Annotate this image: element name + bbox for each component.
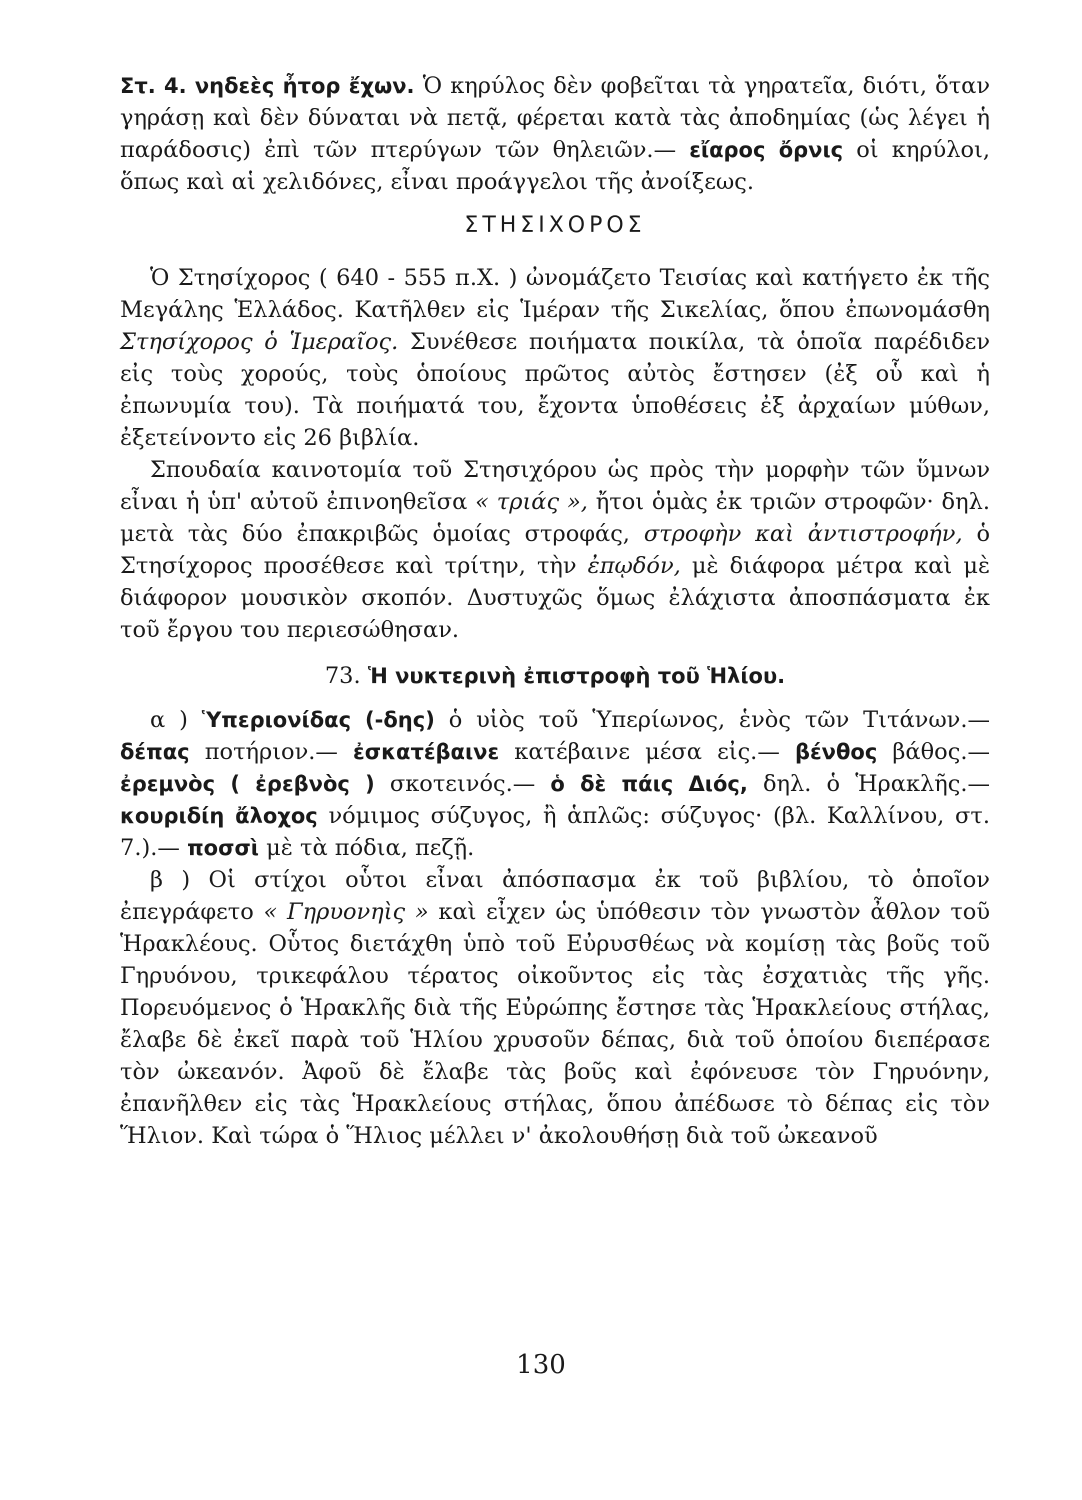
bio2-strophe: στροφὴν καὶ ἀντιστροφήν,	[643, 521, 963, 547]
def-pais-dios: δηλ. ὁ Ἡρακλῆς.—	[762, 771, 990, 797]
term-hyperionidas: Ὑπεριονίδας (-δης)	[201, 708, 435, 732]
term-eskatebaine: ἐσκατέβαινε	[353, 740, 500, 764]
term-possi: ποσσὶ	[187, 836, 259, 860]
bio2-text-b: ἤτοι ὁμὰς ἐκ τριῶν στροφῶν· δηλ. μετὰ τὰς δύο ἐπακριβῶς ὁμοίας στροφάς,	[120, 489, 990, 547]
term-pais-dios: ὁ δὲ πάις Διός,	[550, 772, 748, 796]
def-eremnos: σκοτεινός.—	[389, 771, 536, 797]
note-verse-4	[120, 70, 990, 198]
section-title: Ἡ νυκτερινὴ ἐπιστροφὴ τοῦ Ἡλίου.	[367, 664, 786, 688]
bio-paragraph-2	[120, 454, 990, 646]
part-b-text-b: καὶ εἶχεν ὡς ὑπόθεσιν τὸν γνωστὸν ἆθλον τοῦ Ἡρακλέους. Οὗτος διετάχθη ὑπὸ τοῦ Εὐρυσθέως νὰ κομίσῃ τὰς βοῦς τοῦ Γηρυόνου, τρικεφάλου τέρατος οἰκοῦντος εἰς τὰς ἐσχατιὰς τῆς γῆς. Πορευόμενος ὁ Ἡρακλῆς διὰ τῆς Εὐρώπης ἔστησε τὰς Ἡρακλείους στήλας, ἔλαβε δὲ ἐκεῖ παρὰ τοῦ Ἡλίου χρυσοῦν δέπας, διὰ τοῦ ὁποίου διεπέρασε τὸν ὠκεανόν. Ἀφοῦ δὲ ἔλαβε τὰς βοῦς καὶ ἐφόνευσε τὸν Γηρυόνην, ἐπανῆλθεν εἰς τὰς Ἡρακλείους στήλας, ὅπου ἀπέδωσε τὸ δέπας εἰς τὸν Ἥλιον. Καὶ τώρα ὁ Ἥλιος μέλλει ν' ἀκολουθήσῃ διὰ τοῦ ὠκεανοῦ	[120, 899, 991, 1149]
bio-text: Ὁ Στησίχορος ( 640 - 555 π.Χ. ) ὠνομάζετο Τεισίας καὶ κατήγετο ἐκ τῆς Μεγάλης Ἑλλάδος. Κατῆλθεν εἰς Ἱμέραν τῆς Σικελίας, ὅπου ἐπωνομάσθη	[120, 265, 990, 323]
part-a	[120, 704, 990, 864]
def-depas: ποτήριον.—	[204, 739, 338, 765]
bio-paragraph-1	[120, 262, 990, 454]
def-kouridie-alochos: νόμιμος σύζυγος, ἢ ἁπλῶς: σύζυγος· (βλ. Καλλίνου, στ. 7.).—	[120, 803, 991, 861]
note-text: Ὁ κηρύλος δὲν φοβεῖται τὰ γηρατεῖα, διότι, ὅταν γηράσῃ καὶ δὲν δύναται νὰ πετᾷ, φέρεται κατὰ τὰς ἀποδημίας (ὡς λέγει ἡ παράδοσις) ἐπὶ τῶν πτερύγων τῶν θηλειῶν.—	[120, 73, 991, 163]
note-text-2: οἱ κηρύλοι, ὅπως καὶ αἱ χελιδόνες, εἶναι προάγγελοι τῆς ἀνοίξεως.	[120, 137, 990, 195]
bio2-trias: « τριάς »,	[475, 489, 588, 515]
section-number: 73.	[324, 663, 361, 689]
def-eskatebaine: κατέβαινε μέσα εἰς.—	[514, 739, 780, 765]
part-b-text-a: Οἱ στίχοι οὗτοι εἶναι ἀπόσπασμα ἐκ τοῦ βιβλίου, τὸ ὁποῖον ἐπεγράφετο	[120, 867, 990, 925]
term-benthos: βένθος	[794, 740, 878, 764]
section-73-title	[120, 660, 990, 692]
bio-epithet: Στησίχορος ὁ Ἱμεραῖος.	[120, 329, 399, 355]
bio-text-rest: Συνέθεσε ποιήματα ποικίλα, τὰ ὁποῖα παρέδιδεν εἰς τοὺς χορούς, τοὺς ὁποίους πρῶτος αὐτὸς ἔστησεν (ἐξ οὗ καὶ ἡ ἐπωνυμία του). Τὰ ποιήματά του, ἔχοντα ὑποθέσεις ἐξ ἀρχαίων μύθων, ἐξετείνοντο εἰς 26 βιβλία.	[120, 329, 991, 451]
term-eremnos: ἐρεμνὸς ( ἐρεβνὸς )	[120, 772, 375, 796]
verse-ref: Στ. 4.	[120, 74, 187, 98]
term-depas: δέπας	[120, 740, 190, 764]
page-body	[120, 70, 990, 1152]
bio2-text-a: Σπουδαία καινοτομία τοῦ Στησιχόρου ὡς πρὸς τὴν μορφὴν τῶν ὕμνων εἶναι ἡ ὑπ' αὐτοῦ ἐπινοηθεῖσα	[120, 457, 990, 515]
part-a-label: α )	[150, 707, 188, 733]
term-kouridie-alochos: κουριδίη ἄλοχος	[120, 804, 318, 828]
part-b	[120, 864, 990, 1152]
def-hyperionidas: ὁ υἱὸς τοῦ Ὑπερίωνος, ἑνὸς τῶν Τιτάνων.—	[448, 707, 990, 733]
page-number: 130	[516, 1350, 566, 1380]
bio2-text-d: μὲ διάφορα μέτρα καὶ μὲ διάφορον μουσικὸν σκοπόν. Δυστυχῶς ὅμως ἐλάχιστα ἀποσπάσματα ἐκ τοῦ ἔργου του περιεσώθησαν.	[120, 553, 991, 643]
part-b-title: « Γηρυονηὶς »	[263, 899, 429, 925]
section-heading: ΣΤΗΣΙΧΟΡΟΣ	[464, 213, 646, 238]
bio2-epode: ἐπῳδόν,	[587, 553, 681, 579]
def-possi: μὲ τὰ πόδια, πεζῇ.	[266, 835, 475, 861]
term-eiaros: εἴαρος ὄρνις	[689, 138, 844, 162]
term-nedees: νηδεὲς ἦτορ ἔχων.	[194, 74, 415, 98]
part-b-label: β )	[150, 867, 191, 893]
bio2-text-c: ὁ Στησίχορος προσέθεσε καὶ τρίτην, τὴν	[120, 521, 990, 579]
def-benthos: βάθος.—	[892, 739, 990, 765]
